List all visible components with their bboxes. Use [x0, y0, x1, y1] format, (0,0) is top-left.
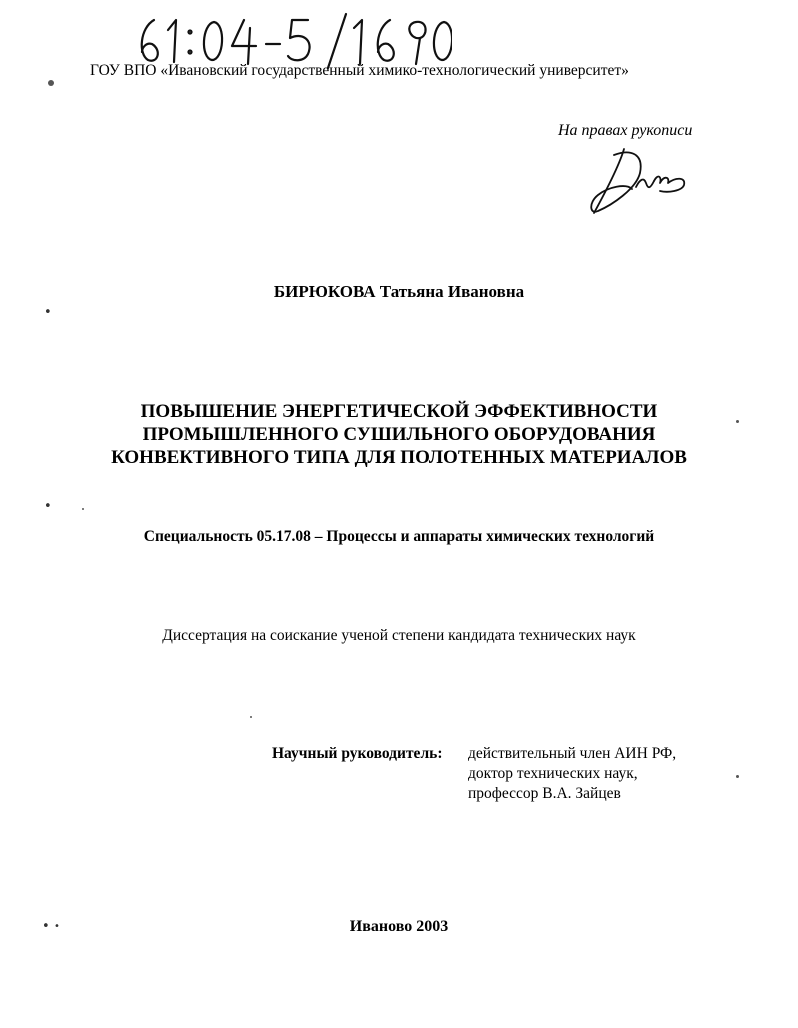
handwritten-number: [132, 10, 452, 70]
supervisor-title-line: доктор технических наук,: [468, 765, 638, 782]
specialty-line: Специальность 05.17.08 – Процессы и аппараты химических технологий: [143, 528, 655, 545]
rights-note: На правах рукописи: [558, 122, 693, 139]
margin-mark: •: [54, 921, 60, 932]
supervisor-name-line: профессор В.А. Зайцев: [468, 785, 621, 802]
supervisor-row: [272, 744, 676, 764]
signature-drawing: [584, 143, 694, 221]
title-line: ПРОМЫШЛЕННОГО СУШИЛЬНОГО ОБОРУДОВАНИЯ: [142, 424, 656, 445]
institution-name: ГОУ ВПО «Ивановский государственный химико-технологический университет»: [90, 62, 629, 79]
scan-speck: [82, 508, 84, 510]
dissertation-degree-line: Диссертация на соискание ученой степени кандидата технических наук: [162, 627, 636, 644]
supervisor-title-line: действительный член АИН РФ,: [468, 745, 677, 762]
title-line: КОНВЕКТИВНОГО ТИПА ДЛЯ ПОЛОТЕННЫХ МАТЕРИАЛОВ: [111, 447, 687, 468]
title-line: ПОВЫШЕНИЕ ЭНЕРГЕТИЧЕСКОЙ ЭФФЕКТИВНОСТИ: [140, 401, 658, 422]
scan-speck: [736, 420, 739, 423]
handwritten-number-drawing: [132, 10, 452, 70]
city-year: Иваново 2003: [349, 918, 449, 935]
scan-speck: [250, 716, 252, 718]
margin-mark: •: [42, 919, 50, 934]
margin-mark: •: [44, 499, 52, 514]
signature: [584, 143, 694, 221]
supervisor-label: Научный руководитель:: [272, 745, 443, 762]
supervisor-block: [272, 744, 676, 804]
author-name: БИРЮКОВА Татьяна Ивановна: [273, 282, 525, 301]
margin-mark: [48, 80, 54, 86]
supervisor-row: [272, 784, 676, 804]
supervisor-row: [272, 764, 676, 784]
scan-speck: [736, 775, 739, 778]
margin-mark: •: [44, 305, 52, 320]
dissertation-title: [0, 400, 798, 469]
